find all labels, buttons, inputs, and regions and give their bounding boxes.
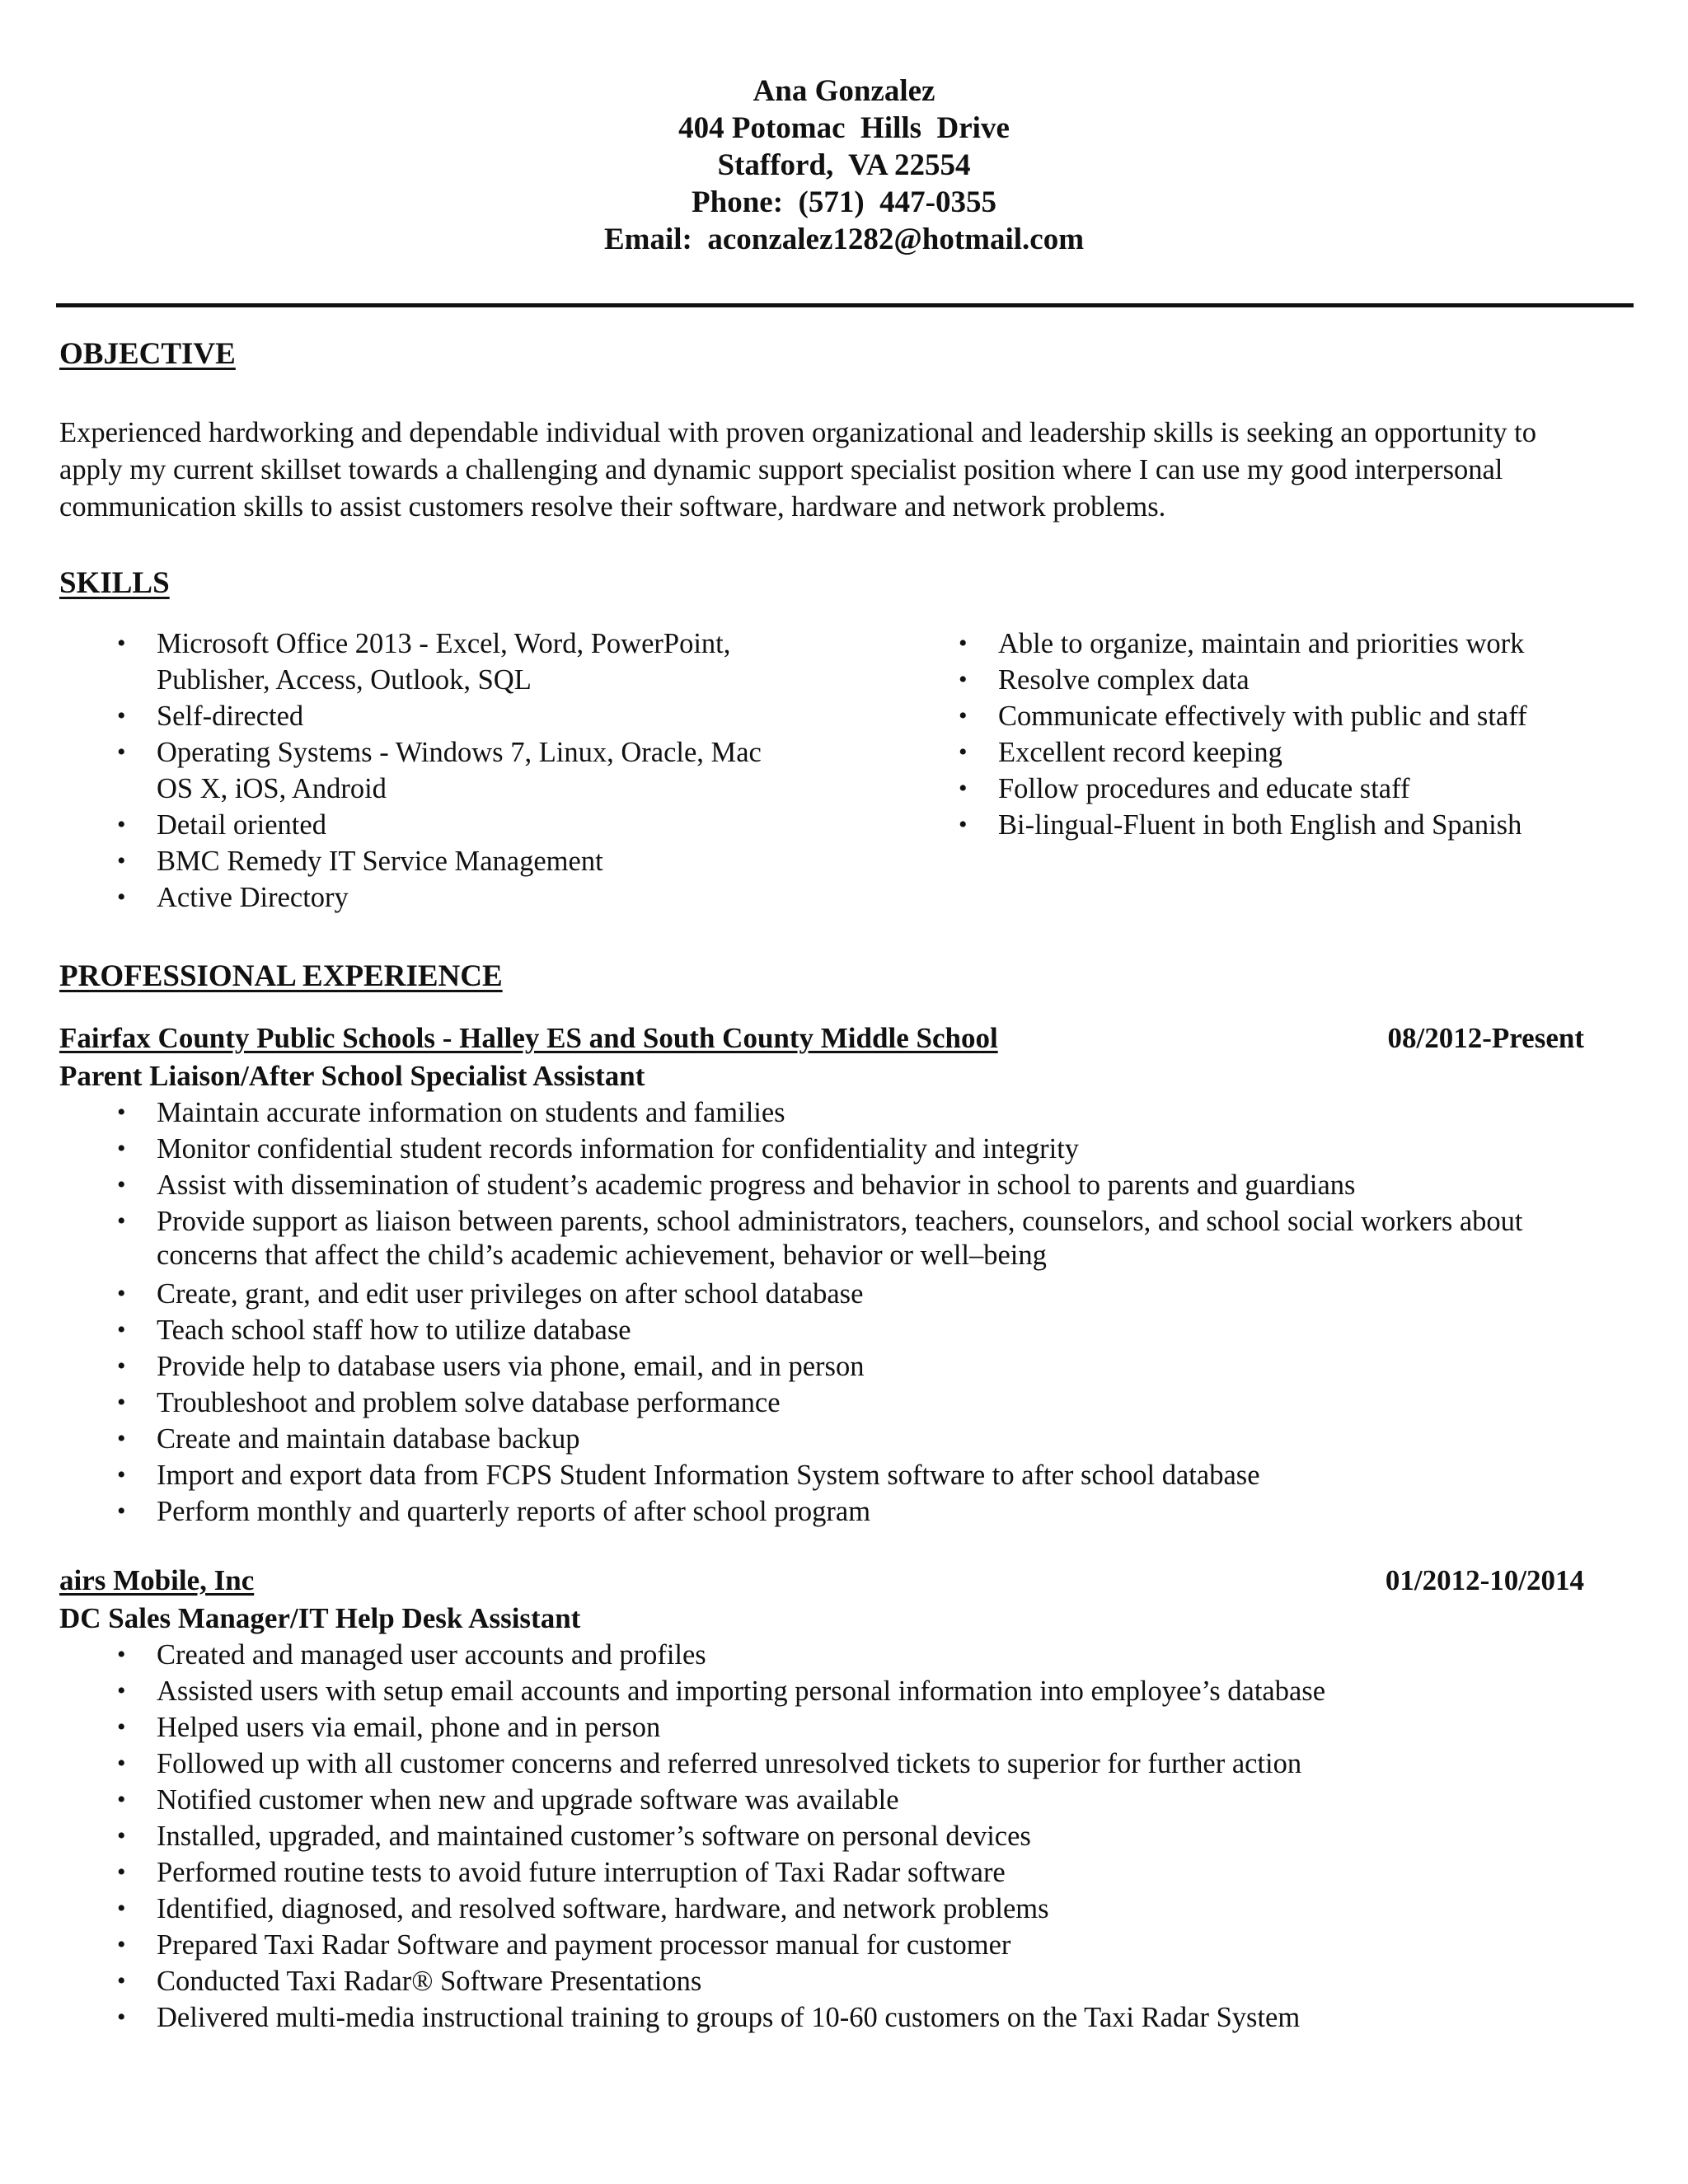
- skill-text: Resolve complex data: [998, 664, 1250, 696]
- duty-text: Notified customer when new and upgrade software was available: [157, 1784, 899, 1816]
- bullet-icon: •: [117, 1461, 126, 1488]
- skill-item: [901, 734, 1643, 771]
- duty-item: [59, 1167, 1523, 1203]
- duty-text: Monitor confidential student records information for confidentiality and integrity: [157, 1133, 1080, 1165]
- job-duties-list: [59, 1094, 1523, 1530]
- duty-item: [59, 1203, 1523, 1240]
- employer-name: Fairfax County Public Schools - Halley ES and South County Middle School: [59, 1022, 998, 1054]
- skill-item-continuation: [59, 662, 884, 698]
- duty-item-continuation: [59, 1237, 1523, 1273]
- phone-number: Phone: (571) 447-0355: [692, 185, 996, 219]
- job-title: Parent Liaison/After School Specialist Assistant: [59, 1060, 645, 1092]
- skill-item: [59, 734, 884, 771]
- bullet-icon: •: [117, 1099, 126, 1126]
- duty-text: concerns that affect the child’s academic achievement, behavior or well–being: [157, 1240, 1047, 1271]
- duty-item: [59, 1963, 1325, 1999]
- skill-item: [59, 843, 884, 879]
- objective-line: communication skills to assist customers resolve their software, hardware and network problems.: [59, 491, 1166, 523]
- skill-text: Operating Systems - Windows 7, Linux, Oracle, Mac: [157, 737, 762, 768]
- bullet-icon: •: [117, 1389, 126, 1416]
- objective-line: apply my current skillset towards a challenging and dynamic support specialist position where I can use my good interpersonal: [59, 454, 1503, 485]
- experience-heading: PROFESSIONAL EXPERIENCE: [59, 959, 503, 993]
- duty-text: Create, grant, and edit user privileges on after school database: [157, 1278, 864, 1310]
- duty-item: [59, 1709, 1325, 1746]
- skills-list-left: [59, 626, 884, 916]
- skill-text: Detail oriented: [157, 809, 326, 841]
- skill-text: BMC Remedy IT Service Management: [157, 846, 603, 877]
- duty-text: Assist with dissemination of student’s academic progress and behavior in school to parents and guardians: [157, 1169, 1356, 1201]
- employer-name: airs Mobile, Inc: [59, 1564, 255, 1596]
- bullet-icon: •: [117, 883, 126, 911]
- duty-text: Followed up with all customer concerns and referred unresolved tickets to superior for further action: [157, 1748, 1302, 1779]
- duty-text: Delivered multi-media instructional training to groups of 10-60 customers on the Taxi Radar System: [157, 2002, 1301, 2033]
- bullet-icon: •: [117, 1822, 126, 1849]
- applicant-name: Ana Gonzalez: [753, 74, 935, 108]
- skill-item: [59, 626, 884, 662]
- duty-item: [59, 1276, 1523, 1312]
- bullet-icon: •: [117, 738, 126, 766]
- bullet-icon: •: [959, 630, 968, 657]
- duty-text: Perform monthly and quarterly reports of after school program: [157, 1496, 871, 1527]
- bullet-icon: •: [117, 1497, 126, 1525]
- duty-item: [59, 1746, 1325, 1782]
- skill-text: Excellent record keeping: [998, 737, 1282, 768]
- duty-text: Performed routine tests to avoid future interruption of Taxi Radar software: [157, 1857, 1006, 1888]
- job-header: [59, 1020, 1584, 1057]
- duty-item: [59, 1637, 1325, 1673]
- duty-item: [59, 1385, 1523, 1421]
- skill-text: Follow procedures and educate staff: [998, 773, 1410, 804]
- skill-item: [901, 771, 1643, 807]
- duty-text: Installed, upgraded, and maintained customer’s software on personal devices: [157, 1821, 1031, 1852]
- bullet-icon: •: [117, 1677, 126, 1704]
- bullet-icon: •: [959, 666, 968, 693]
- skill-text: Microsoft Office 2013 - Excel, Word, PowerPoint,: [157, 628, 731, 659]
- bullet-icon: •: [117, 811, 126, 838]
- skills-heading: SKILLS: [59, 566, 170, 600]
- bullet-icon: •: [117, 1895, 126, 1922]
- bullet-icon: •: [117, 1316, 126, 1343]
- skill-item: [901, 662, 1643, 698]
- skill-text: Self-directed: [157, 701, 304, 732]
- bullet-icon: •: [117, 1425, 126, 1452]
- skill-item: [901, 626, 1643, 662]
- contact-header: [0, 73, 1688, 258]
- duty-text: Conducted Taxi Radar® Software Presentations: [157, 1966, 702, 1997]
- objective-heading: OBJECTIVE: [59, 337, 236, 371]
- skill-item: [901, 698, 1643, 734]
- duty-text: Troubleshoot and problem solve database performance: [157, 1387, 781, 1418]
- duty-item: [59, 1782, 1325, 1818]
- email-address: Email: aconzalez1282@hotmail.com: [603, 223, 1085, 256]
- bullet-icon: •: [117, 702, 126, 729]
- street-address: 404 Potomac Hills Drive: [678, 111, 1010, 145]
- duty-text: Provide help to database users via phone, email, and in person: [157, 1351, 865, 1382]
- bullet-icon: •: [117, 1858, 126, 1886]
- bullet-icon: •: [117, 1967, 126, 1994]
- city-state-zip: Stafford, VA 22554: [717, 148, 971, 182]
- bullet-icon: •: [117, 2004, 126, 2031]
- duty-text: Create and maintain database backup: [157, 1423, 580, 1455]
- duty-text: Maintain accurate information on students and families: [157, 1097, 785, 1128]
- duty-text: Helped users via email, phone and in person: [157, 1712, 661, 1743]
- employment-dates: 01/2012-10/2014: [1385, 1564, 1584, 1596]
- bullet-icon: •: [117, 1207, 126, 1235]
- duty-item: [59, 1131, 1523, 1167]
- bullet-icon: •: [117, 1641, 126, 1668]
- duty-item: [59, 1927, 1325, 1963]
- bullet-icon: •: [117, 630, 126, 657]
- duty-item: [59, 1818, 1325, 1854]
- skill-item-continuation: [59, 771, 884, 807]
- duty-text: Teach school staff how to utilize database: [157, 1315, 631, 1346]
- skill-item: [59, 879, 884, 916]
- employment-dates: 08/2012-Present: [1387, 1022, 1584, 1054]
- bullet-icon: •: [117, 1352, 126, 1380]
- duty-text: Provide support as liaison between parents, school administrators, teachers, counselors, and school social workers about: [157, 1206, 1523, 1237]
- job-title: DC Sales Manager/IT Help Desk Assistant: [59, 1602, 581, 1634]
- job-duties-list: [59, 1637, 1325, 2036]
- skills-list-right: [901, 626, 1643, 843]
- bullet-icon: •: [117, 1786, 126, 1813]
- bullet-icon: •: [117, 1750, 126, 1777]
- duty-text: Prepared Taxi Radar Software and payment processor manual for customer: [157, 1929, 1011, 1961]
- bullet-icon: •: [117, 1713, 126, 1741]
- duty-item: [59, 1493, 1523, 1530]
- bullet-icon: •: [117, 1135, 126, 1162]
- skill-text: OS X, iOS, Android: [157, 773, 387, 804]
- bullet-icon: •: [117, 1280, 126, 1307]
- bullet-icon: •: [959, 775, 968, 802]
- skill-item: [59, 807, 884, 843]
- skill-text: Bi-lingual-Fluent in both English and Spanish: [998, 809, 1522, 841]
- bullet-icon: •: [117, 1171, 126, 1198]
- duty-item: [59, 1673, 1325, 1709]
- bullet-icon: •: [117, 847, 126, 874]
- objective-text: [59, 415, 1625, 526]
- duty-item: [59, 1891, 1325, 1927]
- header-divider: [56, 303, 1634, 307]
- duty-text: Assisted users with setup email accounts and importing personal information into employee’s database: [157, 1675, 1326, 1707]
- bullet-icon: •: [959, 702, 968, 729]
- duty-text: Created and managed user accounts and profiles: [157, 1639, 706, 1671]
- bullet-icon: •: [117, 1931, 126, 1958]
- duty-text: Identified, diagnosed, and resolved software, hardware, and network problems: [157, 1893, 1049, 1924]
- bullet-icon: •: [959, 738, 968, 766]
- skill-text: Able to organize, maintain and priorities work: [998, 628, 1525, 659]
- duty-item: [59, 1854, 1325, 1891]
- skill-text: Publisher, Access, Outlook, SQL: [157, 664, 532, 696]
- duty-item: [59, 1348, 1523, 1385]
- duty-text: Import and export data from FCPS Student Information System software to after school database: [157, 1460, 1260, 1491]
- job-header: [59, 1563, 1584, 1599]
- duty-item: [59, 1312, 1523, 1348]
- duty-item: [59, 1421, 1523, 1457]
- duty-item: [59, 1094, 1523, 1131]
- objective-line: Experienced hardworking and dependable individual with proven organizational and leadership skills is seeking an opportunity to: [59, 417, 1536, 448]
- skill-item: [901, 807, 1643, 843]
- duty-item: [59, 1999, 1325, 2036]
- skill-text: Communicate effectively with public and staff: [998, 701, 1527, 732]
- duty-item: [59, 1457, 1523, 1493]
- skill-item: [59, 698, 884, 734]
- skill-text: Active Directory: [157, 882, 349, 913]
- bullet-icon: •: [959, 811, 968, 838]
